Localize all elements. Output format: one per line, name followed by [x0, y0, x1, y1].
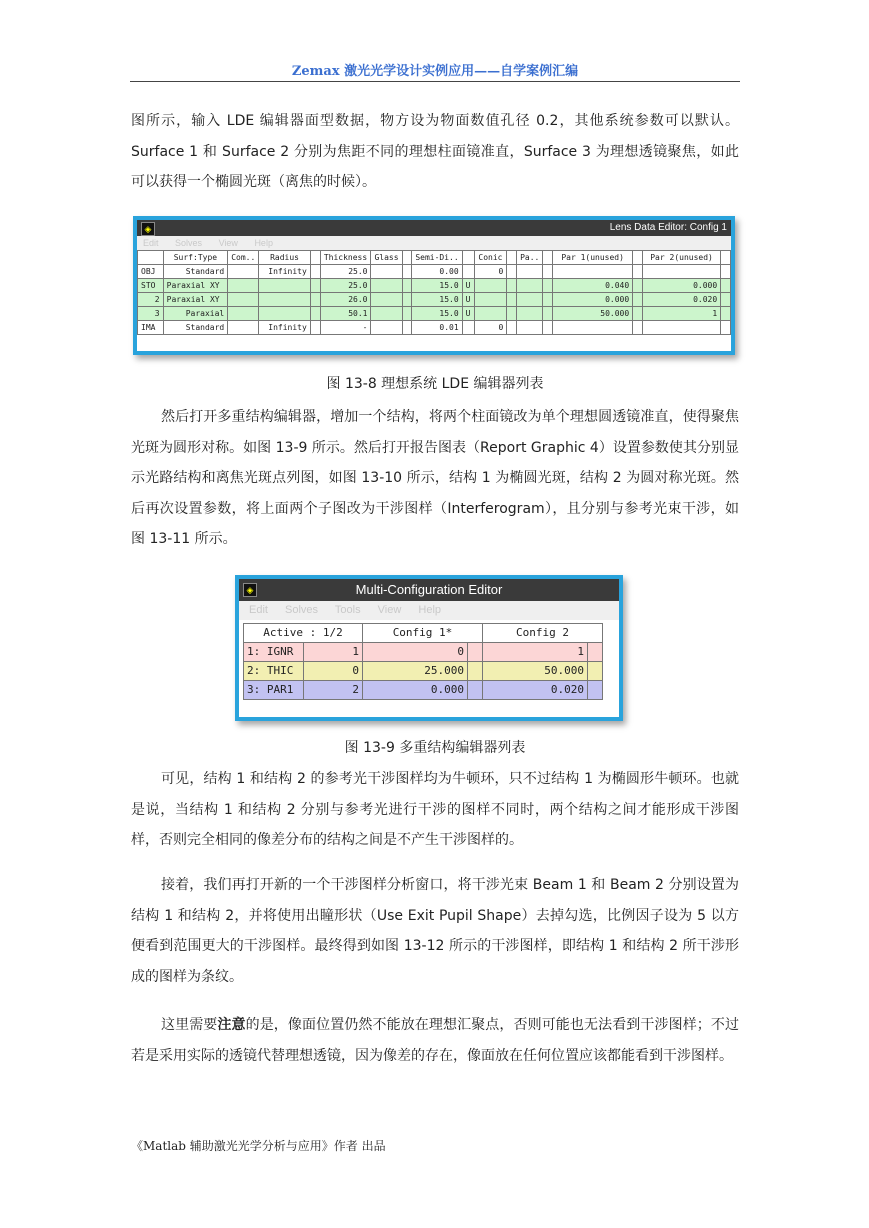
lens-data-editor-window — [133, 216, 735, 355]
config-1-cell[interactable]: 25.000 — [363, 662, 468, 681]
par0-cell[interactable] — [517, 293, 543, 307]
table-row — [244, 662, 603, 681]
glass-cell[interactable] — [371, 279, 402, 293]
solve-cell[interactable] — [402, 279, 412, 293]
col-par2[interactable]: Par 2(unused) — [642, 251, 720, 265]
solve-cell[interactable] — [588, 681, 603, 700]
multi-configuration-editor-window — [235, 575, 623, 721]
surface-number: 3 — [138, 307, 164, 321]
mce-title: Multi-Configuration Editor — [355, 582, 503, 597]
surface-type-cell[interactable]: Paraxial XY — [163, 279, 228, 293]
paragraph-5-text: 这里需要 — [161, 1017, 218, 1033]
radius-cell[interactable]: Infinity — [259, 265, 310, 279]
solve-cell[interactable] — [633, 251, 643, 265]
page-footer: 《Matlab 辅助激光光学分析与应用》作者 出品 — [131, 1139, 386, 1153]
lde-table — [137, 250, 731, 335]
solve-cell[interactable] — [507, 321, 517, 335]
app-icon[interactable]: ◈ — [141, 222, 155, 236]
solve-cell[interactable] — [462, 321, 474, 335]
row-number-header — [138, 251, 164, 265]
solve-cell[interactable]: U — [462, 279, 474, 293]
par1-cell[interactable]: 50.000 — [553, 307, 633, 321]
figure-caption-13-8: 图 13-8 理想系统 LDE 编辑器列表 — [326, 376, 544, 392]
solve-cell[interactable] — [633, 293, 643, 307]
solve-cell[interactable] — [721, 279, 731, 293]
menu-view[interactable]: View — [377, 604, 402, 616]
thickness-cell[interactable]: - — [320, 321, 371, 335]
col-glass[interactable]: Glass — [371, 251, 402, 265]
solve-cell[interactable] — [462, 251, 474, 265]
par1-cell[interactable] — [553, 321, 633, 335]
semi-diameter-cell[interactable]: 0.01 — [412, 321, 462, 335]
paragraph-3: 可见，结构 1 和结构 2 的参考光干涉图样均为牛顿环，只不过结构 1 为椭圆形牛顿环。也就是说，当结构 1 和结构 2 分别与参考光进行干涉的图样不同时，两个结构之间才能形成干涉图样，否则完全相同的像差分布的结构之间是不产生干涉图样的。 — [131, 771, 739, 848]
solve-cell[interactable] — [507, 265, 517, 279]
solve-cell[interactable] — [402, 265, 412, 279]
solve-cell[interactable] — [721, 265, 731, 279]
solve-cell[interactable] — [721, 251, 731, 265]
conic-cell[interactable]: 0 — [474, 321, 507, 335]
table-row — [138, 307, 731, 321]
solve-cell[interactable] — [310, 307, 320, 321]
config-1-cell[interactable]: 0.000 — [363, 681, 468, 700]
solve-cell[interactable] — [310, 279, 320, 293]
conic-cell[interactable]: 0 — [474, 265, 507, 279]
par1-cell[interactable]: 0.040 — [553, 279, 633, 293]
solve-cell[interactable] — [543, 265, 553, 279]
col-thickness[interactable]: Thickness — [320, 251, 371, 265]
operand-cell[interactable]: 1: IGNR — [244, 643, 304, 662]
solve-cell[interactable] — [310, 251, 320, 265]
radius-cell[interactable] — [259, 293, 310, 307]
solve-cell[interactable] — [310, 265, 320, 279]
comment-cell[interactable] — [228, 279, 259, 293]
col-conic[interactable]: Conic — [474, 251, 507, 265]
semi-diameter-cell[interactable]: 15.0 — [412, 307, 462, 321]
surface-type-cell[interactable]: Paraxial XY — [163, 293, 228, 307]
solve-cell[interactable]: U — [462, 293, 474, 307]
semi-diameter-cell[interactable]: 15.0 — [412, 279, 462, 293]
solve-cell[interactable] — [402, 293, 412, 307]
operand-cell[interactable]: 2: THIC — [244, 662, 304, 681]
header-rule — [130, 81, 740, 82]
solve-cell[interactable] — [543, 251, 553, 265]
lde-title: Lens Data Editor: Config 1 — [609, 222, 727, 233]
solve-cell[interactable] — [468, 681, 483, 700]
table-row — [138, 279, 731, 293]
solve-cell[interactable] — [721, 321, 731, 335]
solve-cell[interactable] — [543, 293, 553, 307]
par1-cell[interactable] — [553, 265, 633, 279]
col-semi-diameter[interactable]: Semi-Di.. — [412, 251, 462, 265]
solve-cell[interactable] — [507, 307, 517, 321]
menu-edit[interactable]: Edit — [249, 604, 268, 616]
solve-cell[interactable] — [543, 279, 553, 293]
thickness-cell[interactable]: 26.0 — [320, 293, 371, 307]
emphasis-note: 注意 — [217, 1017, 246, 1033]
par2-cell[interactable]: 0.000 — [642, 279, 720, 293]
solve-cell[interactable] — [468, 643, 483, 662]
lde-header-row — [138, 251, 731, 265]
col-surf-type[interactable]: Surf:Type — [163, 251, 228, 265]
glass-cell[interactable] — [371, 293, 402, 307]
comment-cell[interactable] — [228, 293, 259, 307]
menu-edit[interactable]: Edit — [143, 238, 159, 248]
mce-titlebar — [239, 579, 619, 601]
surface-number: IMA — [138, 321, 164, 335]
conic-cell[interactable] — [474, 293, 507, 307]
operand-param-cell[interactable]: 2 — [303, 681, 363, 700]
paragraph-5-text: 的是，像面位置仍然不能放在理想汇聚点，否则可能也无法看到干涉图样；不过若是采用实际的透镜代替理想透镜，因为像差的存在，像面放在任何位置应该都能看到干涉图样。 — [131, 1017, 740, 1064]
solve-cell[interactable] — [402, 307, 412, 321]
solve-cell[interactable] — [310, 293, 320, 307]
solve-cell[interactable] — [633, 307, 643, 321]
table-row — [138, 321, 731, 335]
table-row — [244, 643, 603, 662]
radius-cell[interactable]: Infinity — [259, 321, 310, 335]
solve-cell[interactable] — [402, 321, 412, 335]
semi-diameter-cell[interactable]: 15.0 — [412, 293, 462, 307]
solve-cell[interactable] — [468, 662, 483, 681]
config-1-header[interactable]: Config 1* — [363, 624, 483, 643]
surface-type-cell[interactable]: Standard — [163, 321, 228, 335]
page-header: Zemax 激光光学设计实例应用——自学案例汇编 — [291, 64, 579, 79]
solve-cell[interactable] — [543, 321, 553, 335]
solve-cell[interactable] — [633, 279, 643, 293]
solve-cell[interactable] — [402, 251, 412, 265]
par1-cell[interactable]: 0.000 — [553, 293, 633, 307]
config-2-cell[interactable]: 1 — [483, 643, 588, 662]
thickness-cell[interactable]: 25.0 — [320, 265, 371, 279]
par0-cell[interactable] — [517, 321, 543, 335]
par2-cell[interactable]: 1 — [642, 307, 720, 321]
surface-type-cell[interactable]: Standard — [163, 265, 228, 279]
solve-cell[interactable] — [462, 265, 474, 279]
mce-header-row — [244, 624, 603, 643]
paragraph-4: 接着，我们再打开新的一个干涉图样分析窗口，将干涉光束 Beam 1 和 Beam 2 分别设置为结构 1 和结构 2，并将使用出瞳形状（Use Exit Pupil Shape）去掉勾选，比例因子设为 5 以方便看到范围更大的干涉图样。最终得到如图 13-12 所示的干涉图样，即结构 1 和结构 2 所干涉形成的图样为条纹。 — [131, 877, 739, 985]
solve-cell[interactable] — [507, 293, 517, 307]
par2-cell[interactable]: 0.020 — [642, 293, 720, 307]
col-par0[interactable]: Pa.. — [517, 251, 543, 265]
comment-cell[interactable] — [228, 307, 259, 321]
menu-help[interactable]: Help — [254, 238, 273, 248]
solve-cell[interactable] — [588, 662, 603, 681]
app-icon[interactable]: ◈ — [243, 583, 257, 597]
par2-cell[interactable] — [642, 321, 720, 335]
operand-param-cell[interactable]: 1 — [303, 643, 363, 662]
glass-cell[interactable] — [371, 321, 402, 335]
figure-caption-13-9: 图 13-9 多重结构编辑器列表 — [344, 740, 526, 756]
solve-cell[interactable] — [507, 251, 517, 265]
solve-cell[interactable] — [507, 279, 517, 293]
conic-cell[interactable] — [474, 307, 507, 321]
mce-table — [243, 623, 603, 700]
menu-help[interactable]: Help — [418, 604, 442, 616]
config-2-cell[interactable]: 50.000 — [483, 662, 588, 681]
comment-cell[interactable] — [228, 265, 259, 279]
solve-cell[interactable] — [721, 307, 731, 321]
table-row — [138, 293, 731, 307]
radius-cell[interactable] — [259, 279, 310, 293]
active-config-header[interactable]: Active : 1/2 — [244, 624, 363, 643]
thickness-cell[interactable]: 25.0 — [320, 279, 371, 293]
thickness-cell[interactable]: 50.1 — [320, 307, 371, 321]
semi-diameter-cell[interactable]: 0.00 — [412, 265, 462, 279]
surface-number: 2 — [138, 293, 164, 307]
operand-cell[interactable]: 3: PAR1 — [244, 681, 304, 700]
lde-menubar — [137, 236, 731, 250]
menu-view[interactable]: View — [218, 238, 238, 248]
surface-number: OBJ — [138, 265, 164, 279]
paragraph-5 — [131, 1010, 739, 1071]
config-2-header[interactable]: Config 2 — [483, 624, 603, 643]
par0-cell[interactable] — [517, 279, 543, 293]
mce-menubar — [239, 601, 619, 620]
menu-tools[interactable]: Tools — [334, 604, 361, 616]
menu-solves[interactable]: Solves — [175, 238, 203, 248]
lde-titlebar — [137, 220, 731, 236]
table-row — [244, 681, 603, 700]
par0-cell[interactable] — [517, 265, 543, 279]
surface-number: STO — [138, 279, 164, 293]
solve-cell[interactable] — [543, 307, 553, 321]
glass-cell[interactable] — [371, 265, 402, 279]
solve-cell[interactable] — [588, 643, 603, 662]
glass-cell[interactable] — [371, 307, 402, 321]
col-radius[interactable]: Radius — [259, 251, 310, 265]
par2-cell[interactable] — [642, 265, 720, 279]
menu-solves[interactable]: Solves — [285, 604, 319, 616]
config-2-cell[interactable]: 0.020 — [483, 681, 588, 700]
conic-cell[interactable] — [474, 279, 507, 293]
solve-cell[interactable]: U — [462, 307, 474, 321]
col-comment[interactable]: Com.. — [228, 251, 259, 265]
config-1-cell[interactable]: 0 — [363, 643, 468, 662]
solve-cell[interactable] — [310, 321, 320, 335]
surface-type-cell[interactable]: Paraxial — [163, 307, 228, 321]
paragraph-1: 图所示，输入 LDE 编辑器面型数据，物方设为物面数值孔径 0.2，其他系统参数可以默认。Surface 1 和 Surface 2 分别为焦距不同的理想柱面镜准直，Surface 3 为理想透镜聚焦，如此可以获得一个椭圆光斑（离焦的时候）。 — [131, 113, 739, 190]
comment-cell[interactable] — [228, 321, 259, 335]
radius-cell[interactable] — [259, 307, 310, 321]
operand-param-cell[interactable]: 0 — [303, 662, 363, 681]
solve-cell[interactable] — [721, 293, 731, 307]
solve-cell[interactable] — [633, 265, 643, 279]
table-row — [138, 265, 731, 279]
par0-cell[interactable] — [517, 307, 543, 321]
solve-cell[interactable] — [633, 321, 643, 335]
paragraph-2: 然后打开多重结构编辑器，增加一个结构，将两个柱面镜改为单个理想圆透镜准直，使得聚焦光斑为圆形对称。如图 13-9 所示。然后打开报告图表（Report Graphic 4）设置参数使其分别显示光路结构和离焦光斑点列图，如图 13-10 所示，结构 1 为椭圆光斑，结构 2 为圆对称光斑。然后再次设置参数，将上面两个子图改为干涉图样（Interferogram），且分别与参考光束干涉，如图 13-11 所示。 — [131, 409, 739, 547]
col-par1[interactable]: Par 1(unused) — [553, 251, 633, 265]
